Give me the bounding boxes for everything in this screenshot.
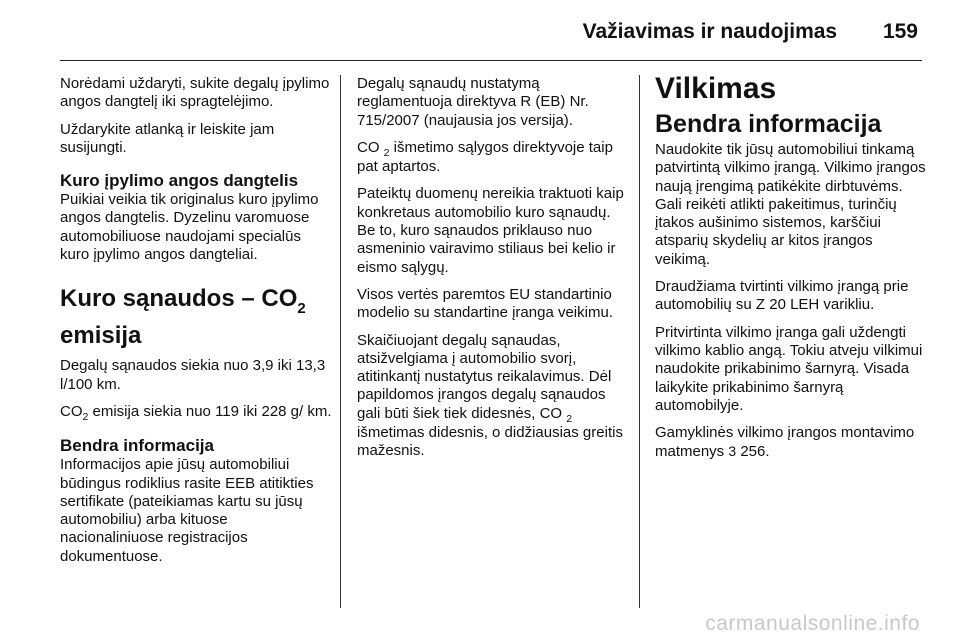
paragraph-towing-prohibited: Draudžiama tvirtinti vilkimo įrangą prie automobilių su Z 20 LEH varikliu. — [655, 278, 909, 314]
paragraph-consumption-range: Degalų sąnaudos siekia nuo 3,9 iki 13,3 l/100 km. — [60, 357, 326, 393]
heading-fuel-cap: Kuro įpylimo angos dangtelis — [60, 171, 299, 191]
column-3 — [655, 72, 927, 471]
paragraph-data-note: Pateiktų duomenų nereikia traktuoti kaip konkretaus automobilio kuro sąnaudų. Be to, kuro sąnaudos priklauso nuo asmeninio vairavimo stiliaus bei kelio ir eismo sąlygų. — [357, 185, 624, 276]
section-title: Važiavimas ir naudojimas — [582, 20, 838, 43]
paragraph-eu-standard: Visos vertės paremtos EU standartinio modelio su standartine įranga veikimu. — [357, 285, 613, 322]
paragraph-co2-conditions: CO $_2$ išmetimo sąlygos direktyvoje taip pat aptartos. — [357, 138, 613, 176]
heading-towing-general: Bendra informacija — [655, 110, 882, 138]
column-divider-2 — [639, 75, 640, 608]
column-1 — [60, 75, 332, 575]
paragraph-calculation: Skaičiuojant degalų sąnaudas, atsižvelgiama į automobilio svorį, atitinkantį nustatytus reikalavimus. Dėl papildomos įrangos degalų sąnaudos gali būti šiek tiek didesnės, CO $_2$ išmetimas didesnis, o didžiausias greitis mažesnis. — [357, 331, 623, 460]
heading-towing: Vilkimas — [655, 72, 777, 105]
heading-fuel-consumption: Kuro sąnaudos – $CO_2$ emisija — [60, 285, 306, 350]
paragraph-co2-range: $CO_2$ emisija siekia nuo 119 iki 228 g/ km. — [60, 402, 332, 423]
watermark: carmanualsonline.info — [705, 612, 920, 635]
page-number: 159 — [882, 20, 918, 43]
paragraph-general-info: Informacijos apie jūsų automobiliui būdingus rodiklius rasite EEB atitikties sertifikate (pateikiamas kartu su jūsų automobiliu) arba kituose nacionaliniuose registracijos dokumentuose. — [60, 456, 314, 565]
paragraph-close-flap: Uždarykite atlanką ir leiskite jam susijungti. — [60, 120, 275, 156]
page-reference-icon[interactable]: 3 — [728, 443, 737, 460]
column-divider-1 — [340, 75, 341, 608]
page-header — [583, 20, 918, 44]
column-2 — [357, 75, 627, 470]
paragraph-fuel-cap: Puikiai veikia tik originalus kuro įpylimo angos dangtelis. Dyzelinu varomuose automobiliuose naudojami specialūs kuro įpylimo angos dangteliai. — [60, 191, 319, 264]
paragraph-close-cap: Norėdami uždaryti, sukite degalų įpylimo angos dangtelį iki spragtelėjimo. — [60, 75, 330, 111]
paragraph-towing-equipment: Naudokite tik jūsų automobiliui tinkamą patvirtintą vilkimo įrangą. Vilkimo įrangos naują įrengimą patikėkite dirbtuvėms. Gali reikėti atlikti pakeitimus, turinčių įtakos aušinimo sistemos, karščiui atsparių skydelių ar kitos įrangos veikimą. — [655, 141, 926, 268]
heading-general-info: Bendra informacija — [60, 436, 214, 456]
paragraph-towing-eye: Pritvirtinta vilkimo įranga gali uždengti vilkimo kablio angą. Tokiu atveju vilkimui naudokite prikabinimo šarnyrą. Visada laikykite prikabinimo šarnyrą automobilyje. — [655, 323, 923, 414]
header-rule — [60, 60, 922, 61]
paragraph-directive: Degalų sąnaudų nustatymą reglamentuoja direktyva R (EB) Nr. 715/2007 (naujausia jos versija). — [357, 75, 589, 129]
paragraph-towing-dimensions: Gamyklinės vilkimo įrangos montavimo matmenys 3 256. — [655, 424, 915, 461]
